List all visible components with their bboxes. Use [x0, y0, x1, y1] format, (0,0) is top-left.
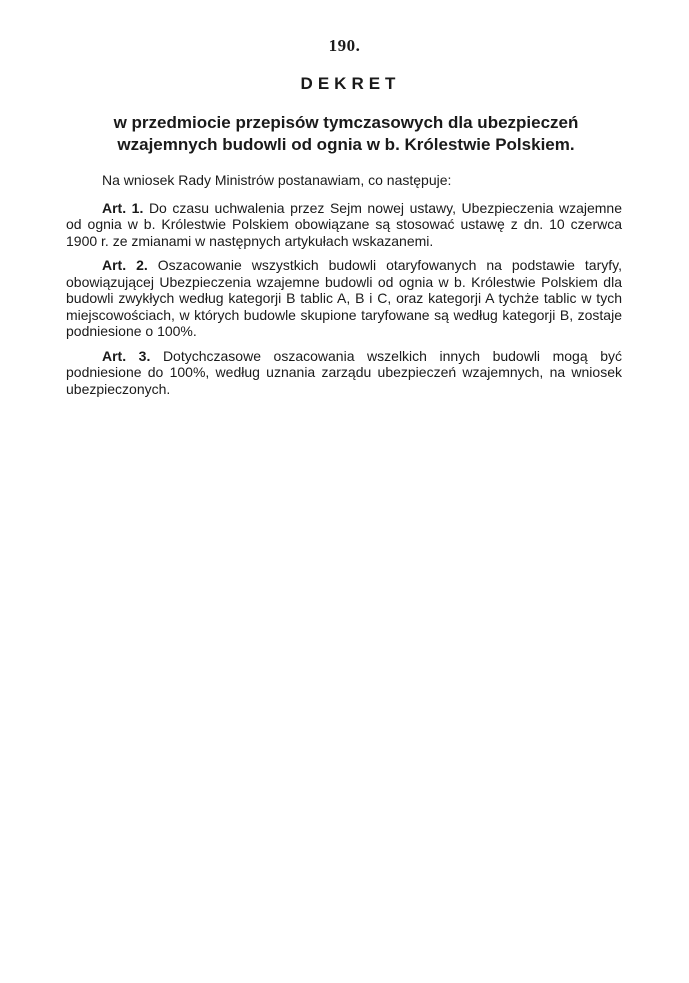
- document-body: [66, 172, 622, 405]
- article-2: [66, 257, 622, 340]
- article-3: [66, 348, 622, 398]
- article-2-text: Oszacowanie wszystkich budowli otaryfowanych na podstawie taryfy, obowiązującej Ubezpieczenia wzajemne budowli od ognia w b. Królestwie Polskiem dla budowli zwykłych według kategorji B tablic A, B i C, oraz kategorji A tychże tablic w tych miejscowościach, w których budowle skupione taryfowane są według kategorji B, zostaje podniesione o 100%.: [66, 257, 622, 339]
- article-3-label: Art. 3.: [102, 347, 151, 364]
- article-1-text: Do czasu uchwalenia przez Sejm nowej ustawy, Ubezpieczenia wzajemne od ognia w b. Królestwie Polskiem obowiązane są stosować ustawę z dn. 10 czerwca 1900 r. ze zmianami w następnych artykułach wskazanemi.: [66, 199, 622, 249]
- article-1-label: Art. 1.: [102, 199, 144, 216]
- article-1: [66, 200, 622, 250]
- page-number: 190.: [328, 36, 361, 55]
- document-subtitle: w przedmiocie przepisów tymczasowych dla ubezpieczeń wzajemnych budowli od ognia w b. Królestwie Polskiem.: [113, 113, 579, 154]
- article-3-text: Dotychczasowe oszacowania wszelkich innych budowli mogą być podniesione do 100%, według uznania zarządu ubezpieczeń wzajemnych, na wniosek ubezpieczonych.: [66, 347, 622, 397]
- article-2-label: Art. 2.: [102, 257, 148, 273]
- intro-paragraph: Na wniosek Rady Ministrów postanawiam, co następuje:: [102, 172, 452, 188]
- document-heading: DEKRET: [300, 74, 401, 93]
